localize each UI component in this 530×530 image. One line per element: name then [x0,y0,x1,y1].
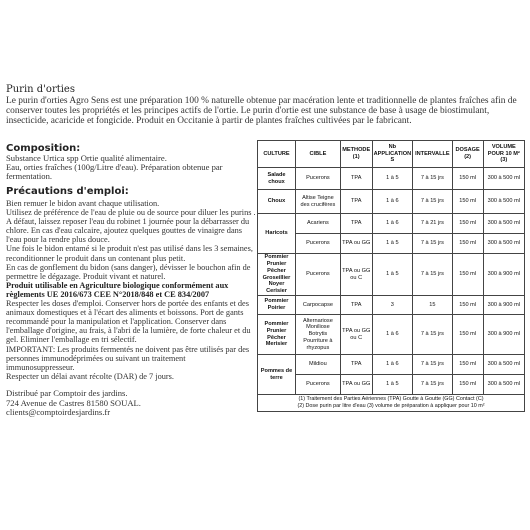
header-cible: CIBLE [296,141,341,168]
cell-volume: 300 à 500 ml [483,214,524,234]
composition-heading: Composition: [6,143,81,154]
precaution-paragraph: Une fois le bidon entamé si le produit n'est pas utilisé dans les 3 semaines, reconditionner le produit dans un contenant plus petit. [6,244,253,263]
precaution-paragraph: En cas de gonflement du bidon (sans danger), dévisser le bouchon afin de permettre le dégazage. Produit vivant et naturel. [6,262,251,281]
cell-nb: 1 à 6 [372,190,413,214]
cell-nb: 1 à 5 [372,375,413,395]
table-body [258,168,525,395]
precaution-paragraph: Respecter les doses d'emploi. Conserver hors de portée des enfants et des animaux domestiques et à l'écart des aliments et boissons. Port de gants recommandé pour la manipulation et l'application. Conserver dans l'emballage d'origine, au frais, à l'abri de la lumière, de forte chaleur et du gel. Eliminer l'emballage en tri sélectif. [6,299,251,345]
cell-dosage: 150 ml [452,190,483,214]
cell-methode: TPA ou GG [340,375,372,395]
cell-intervalle: 7 à 15 jrs [413,254,453,296]
cell-intervalle: 7 à 21 jrs [413,214,453,234]
cell-nb: 1 à 5 [372,254,413,296]
precaution-paragraph: Bien remuer le bidon avant chaque utilisation. [6,199,160,208]
precautions-text [6,199,256,381]
footnote: (1) Traitement des Parties Aériennes (TPA) Goutte à Goutte (GG) Contact (C) [298,396,484,402]
composition-line: Substance Urtica spp Ortie qualité alimentaire. [6,153,167,163]
table-row [258,296,525,315]
cell-culture: Haricots [258,214,296,254]
table-footnotes [257,395,525,412]
cell-methode: TPA [340,214,372,234]
precautions-heading: Précautions d'emploi: [6,186,129,197]
distributor-block [6,389,246,418]
table-row [258,315,525,355]
precaution-paragraph: IMPORTANT: Les produits fermentés ne doivent pas être utilisés par des personnes immunodéprimées ou suivant un traitement immunosuppresseur. [6,344,250,372]
cell-volume: 300 à 500 ml [483,168,524,190]
cell-methode: TPA [340,168,372,190]
precaution-paragraph: Respecter un délai avant récolte (DAR) de 7 jours. [6,371,174,381]
cell-dosage: 150 ml [452,296,483,315]
header-methode: METHODE (1) [340,141,372,168]
composition-line: Eau, orties fraîches (100g/Litre d'eau). Préparation obtenue par fermentation. [6,161,223,181]
cell-cible: Pucerons [296,254,341,296]
distributor-line: Distribué par Comptoir des jardins. [6,388,128,398]
cell-intervalle: 7 à 15 jrs [413,315,453,355]
cell-culture: Salade choux [258,168,296,190]
cell-intervalle: 7 à 15 jrs [413,355,453,375]
distributor-email: clients@comptoirdesjardins.fr [6,407,111,418]
table-row [258,190,525,214]
cell-nb: 1 à 6 [372,355,413,375]
distributor-line: 724 Avenue de Castres 81580 SOUAL. [6,397,141,408]
cell-cible: Pucerons [296,234,341,254]
header-culture: CULTURE [258,141,296,168]
table-row [258,168,525,190]
product-title: Purin d'orties [6,84,75,95]
cell-methode: TPA [340,355,372,375]
table-row [258,214,525,234]
cell-cible: Alternariose Moniliose Botrytis Pourriture à rhyzopus [296,315,341,355]
cell-cible: Pucerons [296,168,341,190]
cell-culture: Choux [258,190,296,214]
cell-dosage: 150 ml [452,355,483,375]
cell-dosage: 150 ml [452,214,483,234]
cell-intervalle: 7 à 15 jrs [413,190,453,214]
cell-culture: Pommier Prunier Pêcher Merisier [258,315,296,355]
header-nb-applications: Nb APPLICATION S [372,141,413,168]
cell-methode: TPA [340,296,372,315]
cell-dosage: 150 ml [452,315,483,355]
cell-dosage: 150 ml [452,254,483,296]
cell-cible: Acariens [296,214,341,234]
cell-nb: 1 à 6 [372,214,413,234]
cell-methode: TPA [340,190,372,214]
table-row [258,234,525,254]
intro-text: Le purin d'orties Agro Sens est une préparation 100 % naturelle obtenue par macération lente et traditionnelle de plantes fraîches afin de conserver toutes les propriétés et les principes actifs de l'ortie. Le purin d'ortie est une substance de base à usage de biostimulant, insecticide, acaricide et fongicide. Produit en Occitanie à partir de plantes fraîches cultivées par le fabricant. [6,96,517,126]
cell-dosage: 150 ml [452,168,483,190]
cell-nb: 1 à 5 [372,234,413,254]
cell-dosage: 150 ml [452,375,483,395]
table-row [258,375,525,395]
cell-cible: Altise Teigne des crucifères [296,190,341,214]
cell-methode: TPA ou GG ou C [340,254,372,296]
cell-intervalle: 7 à 15 jrs [413,375,453,395]
cell-nb: 1 à 6 [372,315,413,355]
table-header-row [258,141,525,168]
footnote: (2) Dose purin par litre d'eau (3) volume de préparation à appliquer pour 10 m² [297,403,485,409]
cell-volume: 300 à 500 ml [483,234,524,254]
cell-methode: TPA ou GG [340,234,372,254]
cell-volume: 300 à 500 ml [483,190,524,214]
cell-volume: 300 à 500 ml [483,355,524,375]
usage-table-container [257,140,525,412]
cell-dosage: 150 ml [452,234,483,254]
cell-nb: 1 à 5 [372,168,413,190]
cell-intervalle: 15 [413,296,453,315]
cell-nb: 3 [372,296,413,315]
cell-cible: Carpocapse [296,296,341,315]
composition-text [6,154,251,180]
cell-intervalle: 7 à 15 jrs [413,168,453,190]
header-dosage: DOSAGE (2) [452,141,483,168]
cell-culture: Pommier Poirier [258,296,296,315]
organic-compliance: Produit utilisable en Agriculture biologique conformément aux règlements UE 2016/673 CEE N°2018/848 et CE 834/2007 [6,280,229,299]
cell-volume: 300 à 900 ml [483,254,524,296]
table-row [258,254,525,296]
cell-volume: 300 à 900 ml [483,315,524,355]
cell-cible: Mildiou [296,355,341,375]
usage-table [257,140,525,395]
cell-volume: 300 à 500 ml [483,375,524,395]
table-row [258,355,525,375]
cell-methode: TPA ou GG ou C [340,315,372,355]
precaution-paragraph: Utilisez de préférence de l'eau de pluie ou de source pour diluer les purins . A défaut, laissez reposer l'eau du robinet 1 journée pour la débarrasser du chlore. En cas d'eau calcaire, ajoutez quelques gouttes de vinaigre dans l'eau pour la rendre plus douce. [6,208,256,245]
cell-intervalle: 7 à 15 jrs [413,234,453,254]
header-volume: VOLUME POUR 10 M² (3) [483,141,524,168]
cell-culture: Pommier Prunier Pêcher Groseillier Noyer Cerisier [258,254,296,296]
cell-volume: 300 à 900 ml [483,296,524,315]
header-intervalle: INTERVALLE [413,141,453,168]
cell-cible: Pucerons [296,375,341,395]
cell-culture: Pommes de terre [258,355,296,395]
